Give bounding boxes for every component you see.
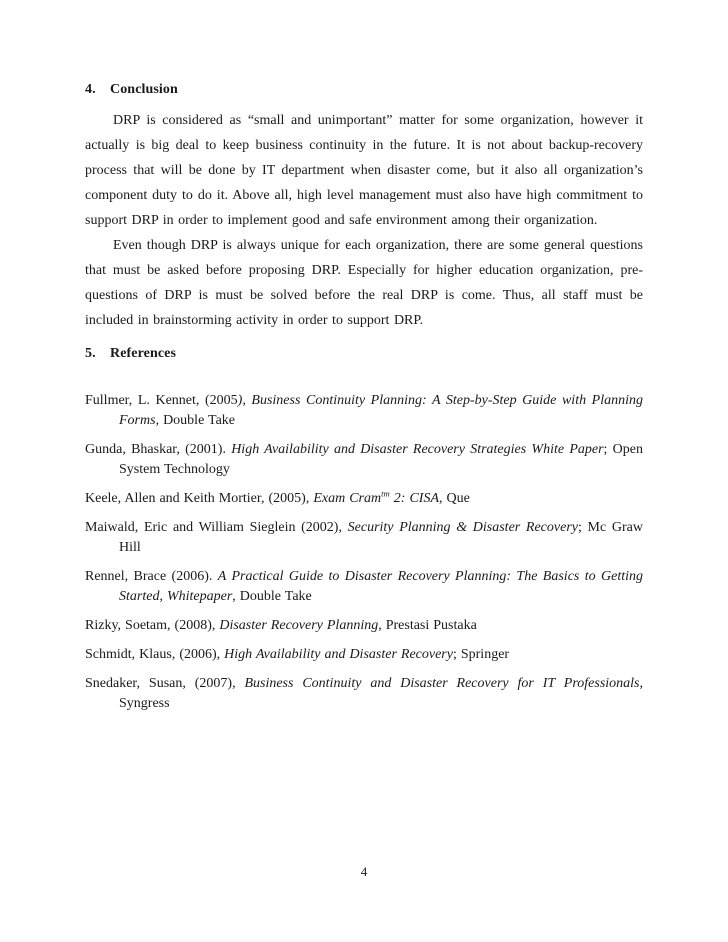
- reference-text-segment: , Syngress: [119, 676, 643, 711]
- reference-text-segment: , Double Take: [155, 413, 236, 428]
- reference-text-segment: , Prestasi Pustaka: [378, 618, 477, 633]
- reference-text-segment: Disaster Recovery Planning: [219, 618, 379, 633]
- reference-entry: [85, 674, 643, 714]
- reference-text-segment: , Double Take: [232, 589, 312, 604]
- reference-superscript: tm: [381, 488, 390, 499]
- reference-text-segment: ; Mc Graw Hill: [119, 520, 643, 555]
- reference-text-segment: Gunda, Bhaskar, (2001).: [85, 442, 232, 457]
- reference-text-segment: Schmidt, Klaus, (2006),: [85, 647, 225, 662]
- reference-text-segment: Fullmer, L. Kennet, (2005: [85, 393, 238, 408]
- reference-text-segment: Exam Cram: [313, 491, 382, 506]
- reference-entry: [85, 645, 643, 665]
- reference-entry: [85, 489, 643, 509]
- reference-text-segment: ), Business Continuity Planning: A Step-by-Step Guide with Planning Forms: [119, 393, 643, 428]
- reference-text-segment: Whitepaper: [166, 589, 233, 604]
- reference-text-segment: Security Planning & Disaster Recovery: [347, 520, 578, 535]
- references-heading-number: 5.: [85, 346, 96, 361]
- conclusion-heading-number: 4.: [85, 82, 96, 97]
- reference-text-segment: Rizky, Soetam, (2008),: [85, 618, 220, 633]
- references-heading-label: References: [110, 346, 177, 361]
- reference-list: [85, 391, 643, 714]
- reference-entry: [85, 518, 643, 558]
- page-content: [85, 80, 643, 723]
- reference-text-segment: Snedaker, Susan, (2007),: [85, 676, 245, 691]
- reference-text-segment: High Availability and Disaster Recovery Strategies White Paper: [231, 442, 604, 457]
- reference-text-segment: Rennel, Brace (2006).: [85, 569, 218, 584]
- reference-entry: [85, 567, 643, 607]
- reference-text-segment: , Que: [439, 491, 470, 506]
- reference-text-segment: High Availability and Disaster Recovery: [224, 647, 453, 662]
- reference-text-segment: ; Springer: [452, 647, 510, 662]
- conclusion-heading: [85, 80, 643, 100]
- reference-text-segment: ,: [159, 589, 167, 604]
- conclusion-paragraph-2: Even though DRP is always unique for each organization, there are some general questions that must be asked before proposing DRP. Especially for higher education organization, pre-questions of DRP is must be solved before the real DRP is come. Thus, all staff must be included in brainstorming activity in order to support DRP.: [85, 238, 643, 328]
- references-heading: [85, 344, 643, 364]
- reference-text-segment: ; Open System Technology: [119, 442, 644, 477]
- page-number: 4: [360, 864, 368, 879]
- reference-text-segment: 2: CISA: [389, 491, 440, 506]
- reference-text-segment: Maiwald, Eric and William Sieglein (2002),: [85, 520, 348, 535]
- reference-text-segment: Keele, Allen and Keith Mortier, (2005),: [85, 491, 314, 506]
- reference-entry: [85, 391, 643, 431]
- reference-entry: [85, 440, 643, 480]
- reference-text-segment: A Practical Guide to Disaster Recovery Planning: The Basics to Getting Started: [119, 569, 643, 604]
- conclusion-paragraph-1: DRP is considered as “small and unimportant” matter for some organization, however it actually is big deal to keep business continuity in the future. It is not about backup-recovery process that will be done by IT department when disaster come, but it also all organization’s component duty to do it. Above all, high level management must also have high commitment to support DRP in order to implement good and safe environment among their organization.: [85, 113, 643, 228]
- reference-entry: [85, 616, 643, 636]
- reference-text-segment: Business Continuity and Disaster Recovery for IT Professionals: [244, 676, 640, 691]
- conclusion-heading-label: Conclusion: [110, 82, 178, 97]
